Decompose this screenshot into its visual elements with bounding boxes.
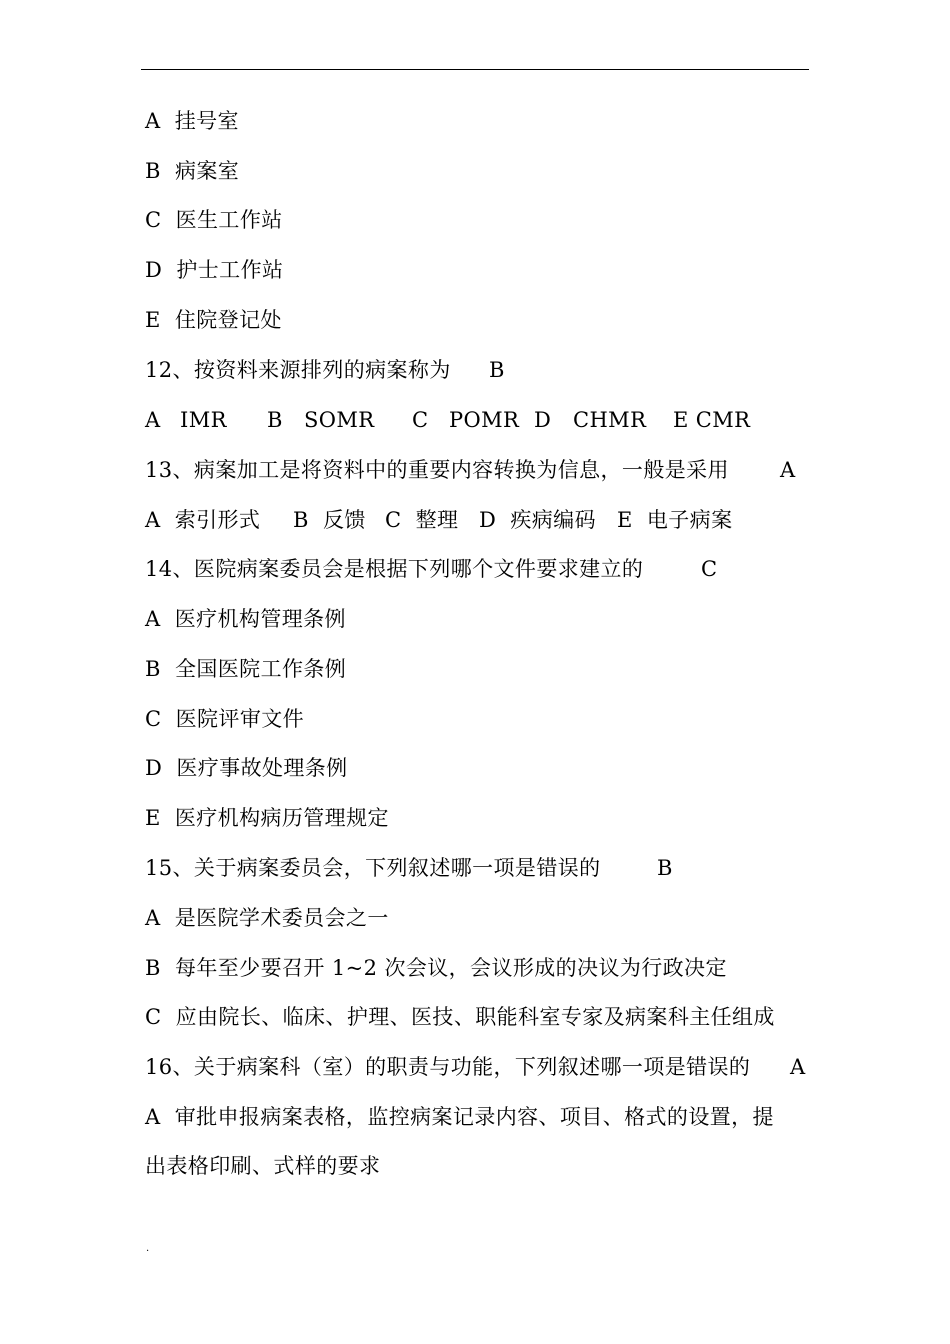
q12-option-b-label: B — [267, 408, 283, 432]
q12-options — [145, 405, 751, 435]
q16-option-a-line1: A 审批申报病案表格，监控病案记录内容、项目、格式的设置，提 — [145, 1105, 774, 1129]
q14-option-a: A 医疗机构管理条例 — [145, 607, 346, 631]
footer-mark: . — [146, 1243, 150, 1254]
q14-option-b: B 全国医院工作条例 — [145, 657, 347, 681]
q14-answer: C — [701, 557, 718, 581]
q14-option-d: D 医疗事故处理条例 — [145, 756, 348, 780]
q12-option-c-text: POMR — [449, 408, 520, 432]
q16-question: 16、关于病案科（室）的职责与功能，下列叙述哪一项是错误的 — [145, 1055, 751, 1079]
q13-option-c: C 整理 — [385, 508, 459, 532]
q12-line — [145, 355, 505, 385]
q12-option-d-text: CHMR — [573, 408, 647, 432]
q15-option-c: C 应由院长、临床、护理、医技、职能科室专家及病案科主任组成 — [145, 1005, 775, 1029]
q13-option-a: A 索引形式 — [145, 508, 261, 532]
q13-question: 13、病案加工是将资料中的重要内容转换为信息，一般是采用 — [145, 458, 729, 482]
q11-option-d: D 护士工作站 — [145, 258, 284, 282]
q11-option-c: C 医生工作站 — [145, 208, 283, 232]
q15-option-a: A 是医院学术委员会之一 — [145, 906, 389, 930]
q11-option-b: B 病案室 — [145, 159, 240, 183]
q13-option-e: E 电子病案 — [617, 508, 733, 532]
q15-question: 15、关于病案委员会，下列叙述哪一项是错误的 — [145, 856, 601, 880]
q12-option-d-label: D — [534, 408, 552, 432]
q14-option-c: C 医院评审文件 — [145, 707, 305, 731]
q13-options — [145, 505, 733, 535]
q13-line — [145, 455, 796, 485]
q16-option-a-line2: 出表格印刷、式样的要求 — [145, 1154, 381, 1178]
q12-option-e: E CMR — [673, 408, 751, 432]
q13-option-d: D 疾病编码 — [479, 508, 596, 532]
q11-option-e: E 住院登记处 — [145, 308, 282, 332]
q14-option-e: E 医疗机构病历管理规定 — [145, 806, 389, 830]
q15-option-b: B 每年至少要召开 1~2 次会议，会议形成的决议为行政决定 — [145, 956, 727, 980]
q15-answer: B — [657, 856, 673, 880]
q16-answer: A — [790, 1055, 806, 1079]
q13-answer: A — [780, 458, 796, 482]
q12-option-a-label: A — [145, 408, 161, 432]
header-rule — [141, 69, 809, 70]
q13-option-b: B 反馈 — [293, 508, 366, 532]
q16-line — [145, 1052, 806, 1082]
q14-question: 14、医院病案委员会是根据下列哪个文件要求建立的 — [145, 557, 644, 581]
q15-line — [145, 853, 673, 883]
q12-question: 12、按资料来源排列的病案称为 — [145, 358, 451, 382]
q12-answer: B — [489, 358, 505, 382]
q14-line — [145, 554, 718, 584]
q12-option-a-text: IMR — [180, 408, 227, 432]
q12-option-c-label: C — [412, 408, 429, 432]
q11-option-a: A 挂号室 — [145, 109, 239, 133]
q12-option-b-text: SOMR — [304, 408, 375, 432]
